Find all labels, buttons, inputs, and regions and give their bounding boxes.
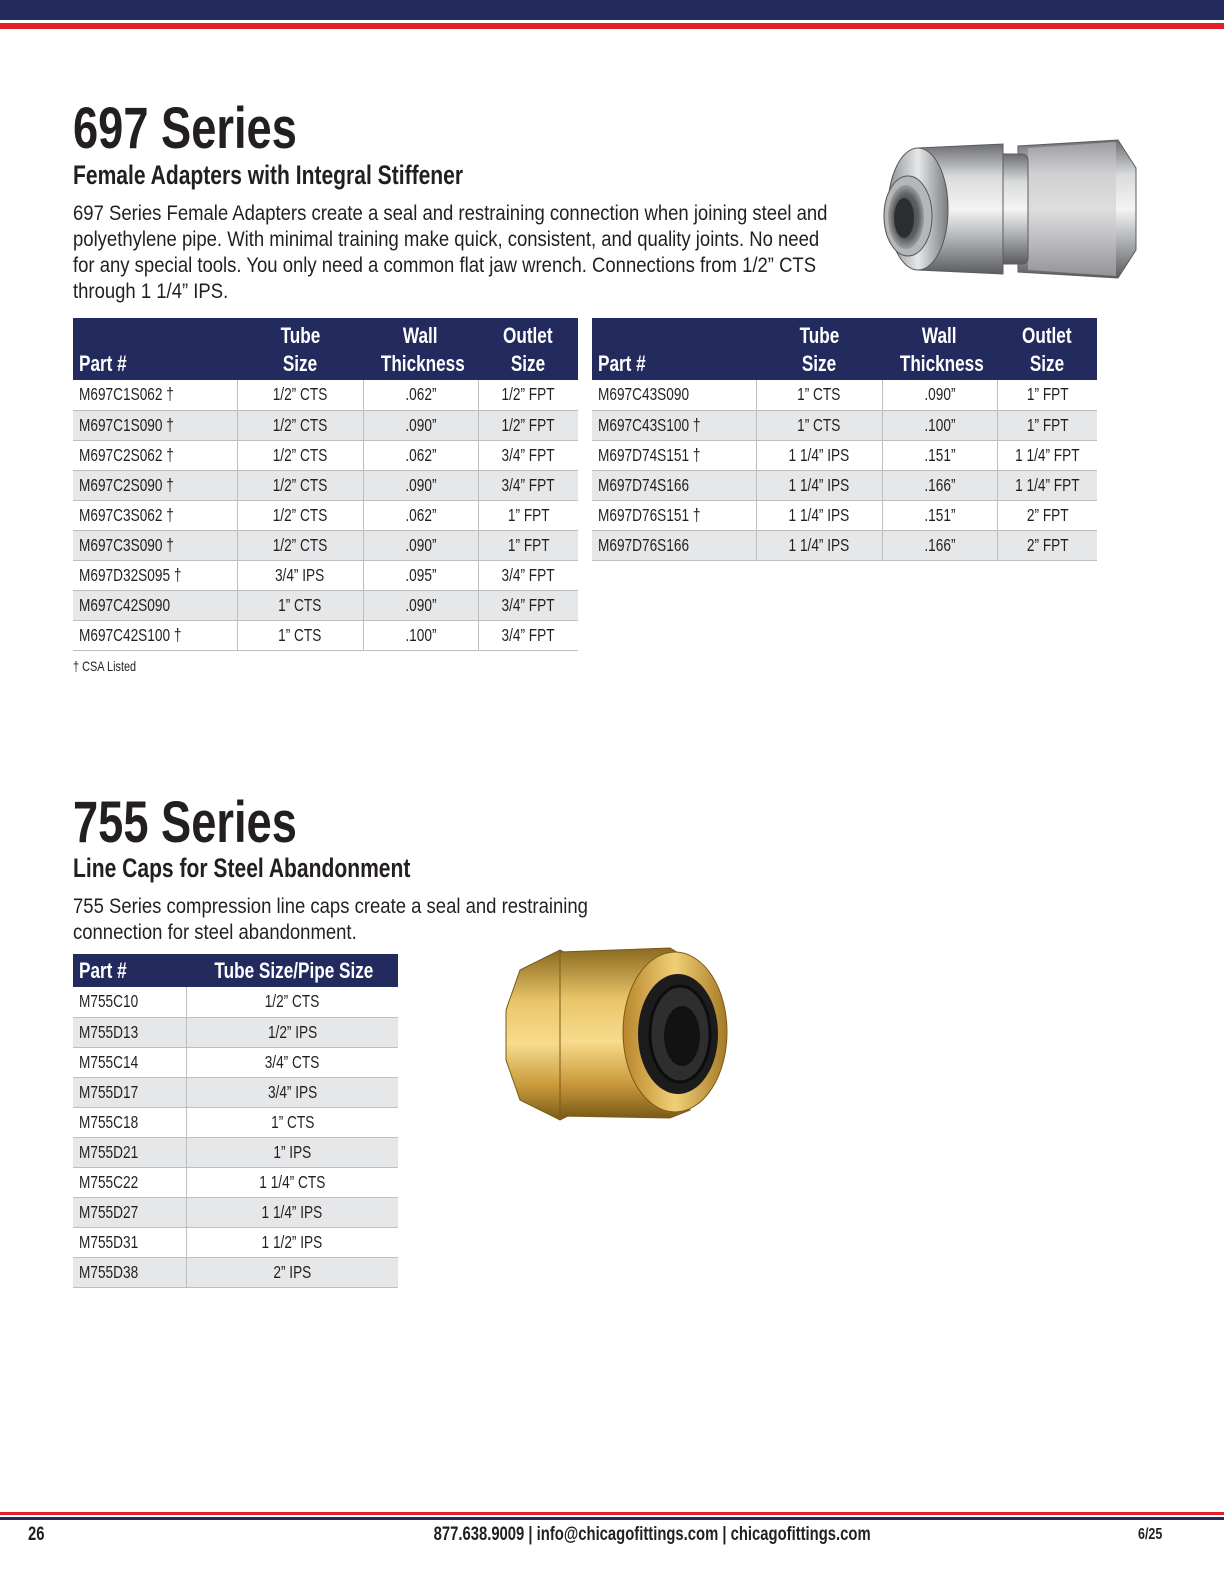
cell-part: M755D38 xyxy=(73,1257,186,1287)
cell-part: M697D76S166 xyxy=(592,530,756,560)
cell-wall: .095” xyxy=(363,560,478,590)
footer-contact: 877.638.9009 | info@chicagofittings.com | chicagofittings.com xyxy=(433,1524,871,1545)
cell-part: M697C42S090 xyxy=(73,590,237,620)
series-697-table-left xyxy=(73,318,578,651)
table-row xyxy=(592,380,1097,410)
cell-part: M697C1S090 † xyxy=(73,410,237,440)
cell-wall: .166” xyxy=(882,530,997,560)
header-outlet-size: Outlet Size xyxy=(478,318,578,380)
series-755-table xyxy=(73,954,398,1288)
cell-wall: .062” xyxy=(363,500,478,530)
footer-band-navy xyxy=(0,1517,1224,1520)
cell-size: 1/2” IPS xyxy=(186,1017,398,1047)
cell-part: M697C1S062 † xyxy=(73,380,237,410)
table-header-row xyxy=(73,318,578,380)
cell-outlet: 2” FPT xyxy=(997,530,1097,560)
cell-wall: .090” xyxy=(363,590,478,620)
cell-part: M697C3S062 † xyxy=(73,500,237,530)
table-row xyxy=(73,590,578,620)
table-row xyxy=(73,440,578,470)
table-row xyxy=(592,440,1097,470)
cell-wall: .062” xyxy=(363,380,478,410)
table-row xyxy=(73,1077,398,1107)
cell-part: M755C10 xyxy=(73,987,186,1017)
table-row xyxy=(73,1167,398,1197)
footer-band xyxy=(0,1512,1224,1520)
revision-date: 6/25 xyxy=(1138,1526,1163,1543)
top-band-red xyxy=(0,23,1224,29)
cell-outlet: 2” FPT xyxy=(997,500,1097,530)
cell-part: M697C43S090 xyxy=(592,380,756,410)
cell-part: M755D27 xyxy=(73,1197,186,1227)
table-row xyxy=(592,470,1097,500)
series-697-subtitle: Female Adapters with Integral Stiffener xyxy=(73,160,464,190)
cell-part: M697C3S090 † xyxy=(73,530,237,560)
description-line: polyethylene pipe. With minimal training make quick, consistent, and quality joints. No need xyxy=(73,227,820,251)
header-wall-thickness: Wall Thickness xyxy=(363,318,478,380)
cell-outlet: 3/4” FPT xyxy=(478,560,578,590)
description-line: 755 Series compression line caps create a seal and restraining xyxy=(73,894,588,918)
table-row xyxy=(73,1257,398,1287)
table-header-row xyxy=(592,318,1097,380)
table-row xyxy=(73,987,398,1017)
top-band xyxy=(0,0,1224,31)
cell-tube: 3/4” IPS xyxy=(237,560,363,590)
table-row xyxy=(73,500,578,530)
cell-outlet: 1” FPT xyxy=(997,380,1097,410)
cell-tube: 1” CTS xyxy=(756,380,882,410)
table-row xyxy=(592,410,1097,440)
table-row xyxy=(73,380,578,410)
table-row xyxy=(73,560,578,590)
cell-outlet: 1” FPT xyxy=(478,530,578,560)
cell-part: M697C2S062 † xyxy=(73,440,237,470)
table-row xyxy=(73,1017,398,1047)
cell-wall: .090” xyxy=(363,530,478,560)
cell-outlet: 1” FPT xyxy=(478,500,578,530)
cell-tube: 1/2” CTS xyxy=(237,440,363,470)
cell-size: 1 1/2” IPS xyxy=(186,1227,398,1257)
cell-outlet: 1/2” FPT xyxy=(478,380,578,410)
cell-tube: 1 1/4” IPS xyxy=(756,440,882,470)
series-697-title: 697 Series xyxy=(73,96,297,161)
cell-size: 1 1/4” CTS xyxy=(186,1167,398,1197)
cell-size: 1” IPS xyxy=(186,1137,398,1167)
cell-part: M755D17 xyxy=(73,1077,186,1107)
cell-wall: .166” xyxy=(882,470,997,500)
cell-tube: 1 1/4” IPS xyxy=(756,500,882,530)
cell-size: 3/4” IPS xyxy=(186,1077,398,1107)
cell-size: 1/2” CTS xyxy=(186,987,398,1017)
cell-wall: .151” xyxy=(882,440,997,470)
series-755-subtitle: Line Caps for Steel Abandonment xyxy=(73,853,411,883)
table-header-row xyxy=(73,954,398,987)
cell-part: M755C14 xyxy=(73,1047,186,1077)
header-part: Part # xyxy=(73,318,237,380)
header-part: Part # xyxy=(73,954,186,987)
csa-listed-note: † CSA Listed xyxy=(73,658,137,674)
header-tube-size: Tube Size xyxy=(756,318,882,380)
cell-tube: 1/2” CTS xyxy=(237,500,363,530)
cell-tube: 1/2” CTS xyxy=(237,530,363,560)
header-wall-thickness: Wall Thickness xyxy=(882,318,997,380)
cell-tube: 1 1/4” IPS xyxy=(756,530,882,560)
cell-tube: 1” CTS xyxy=(756,410,882,440)
cell-part: M755D13 xyxy=(73,1017,186,1047)
cell-part: M697D76S151 † xyxy=(592,500,756,530)
cell-part: M697D74S151 † xyxy=(592,440,756,470)
cell-part: M697C42S100 † xyxy=(73,620,237,650)
page-number: 26 xyxy=(28,1524,45,1545)
cell-wall: .090” xyxy=(363,470,478,500)
table-row xyxy=(592,500,1097,530)
cell-wall: .100” xyxy=(363,620,478,650)
cell-tube: 1/2” CTS xyxy=(237,380,363,410)
table-row xyxy=(73,410,578,440)
series-755-description xyxy=(73,893,672,945)
cell-part: M697D74S166 xyxy=(592,470,756,500)
description-line: 697 Series Female Adapters create a seal and restraining connection when joining steel and xyxy=(73,201,828,225)
cell-tube: 1 1/4” IPS xyxy=(756,470,882,500)
top-band-navy xyxy=(0,0,1224,20)
description-line: through 1 1/4” IPS. xyxy=(73,279,229,303)
cell-outlet: 1 1/4” FPT xyxy=(997,470,1097,500)
header-tube-pipe-size: Tube Size/Pipe Size xyxy=(186,954,398,987)
table-row xyxy=(73,1137,398,1167)
cell-size: 1” CTS xyxy=(186,1107,398,1137)
cell-wall: .100” xyxy=(882,410,997,440)
table-row xyxy=(73,1227,398,1257)
cell-part: M755C18 xyxy=(73,1107,186,1137)
cell-outlet: 1/2” FPT xyxy=(478,410,578,440)
cell-size: 1 1/4” IPS xyxy=(186,1197,398,1227)
cell-part: M755D31 xyxy=(73,1227,186,1257)
header-outlet-size: Outlet Size xyxy=(997,318,1097,380)
cell-tube: 1/2” CTS xyxy=(237,410,363,440)
header-tube-size: Tube Size xyxy=(237,318,363,380)
description-line: connection for steel abandonment. xyxy=(73,920,357,944)
series-697-table-right xyxy=(592,318,1097,561)
table-row xyxy=(73,530,578,560)
table-row xyxy=(73,1197,398,1227)
cell-part: M697C43S100 † xyxy=(592,410,756,440)
cell-part: M755C22 xyxy=(73,1167,186,1197)
cell-outlet: 3/4” FPT xyxy=(478,440,578,470)
cell-outlet: 3/4” FPT xyxy=(478,470,578,500)
description-line: for any special tools. You only need a common flat jaw wrench. Connections from 1/2” CTS xyxy=(73,253,817,277)
header-part: Part # xyxy=(592,318,756,380)
table-row xyxy=(73,1107,398,1137)
cell-wall: .090” xyxy=(882,380,997,410)
table-row xyxy=(592,530,1097,560)
table-row xyxy=(73,470,578,500)
series-755-title: 755 Series xyxy=(73,790,297,855)
cell-outlet: 3/4” FPT xyxy=(478,620,578,650)
cell-part: M697D32S095 † xyxy=(73,560,237,590)
cell-wall: .062” xyxy=(363,440,478,470)
footer-band-red xyxy=(0,1512,1224,1515)
female-adapter-product-image xyxy=(878,128,1140,290)
cell-outlet: 3/4” FPT xyxy=(478,590,578,620)
cell-tube: 1” CTS xyxy=(237,590,363,620)
line-cap-product-image xyxy=(500,940,732,1122)
cell-outlet: 1 1/4” FPT xyxy=(997,440,1097,470)
table-row xyxy=(73,620,578,650)
cell-tube: 1/2” CTS xyxy=(237,470,363,500)
cell-tube: 1” CTS xyxy=(237,620,363,650)
cell-wall: .151” xyxy=(882,500,997,530)
cell-size: 3/4” CTS xyxy=(186,1047,398,1077)
cell-outlet: 1” FPT xyxy=(997,410,1097,440)
cell-wall: .090” xyxy=(363,410,478,440)
series-697-description xyxy=(73,200,950,304)
table-row xyxy=(73,1047,398,1077)
cell-part: M755D21 xyxy=(73,1137,186,1167)
cell-part: M697C2S090 † xyxy=(73,470,237,500)
cell-size: 2” IPS xyxy=(186,1257,398,1287)
